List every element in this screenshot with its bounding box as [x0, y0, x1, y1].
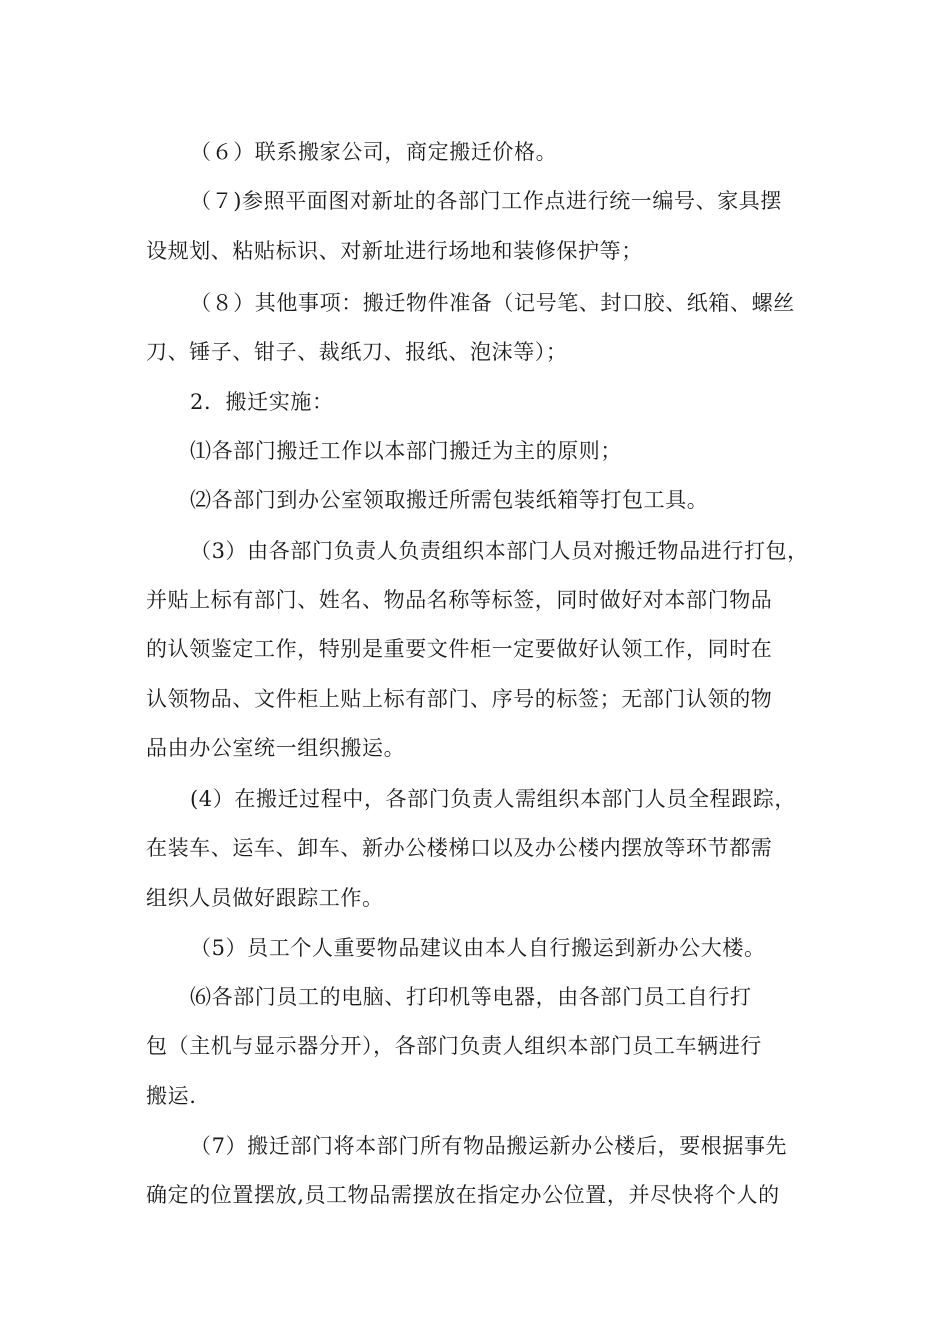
- text-line-item6-continued: 包（主机与显示器分开），各部门负责人组织本部门员工车辆进行: [146, 1034, 762, 1058]
- text-line-item7-continued: 确定的位置摆放,员工物品需摆放在指定办公位置，并尽快将个人的: [146, 1183, 780, 1207]
- text-line-item3-office-handling: 品由办公室统一组织搬运。: [146, 736, 406, 760]
- text-line-item3-packing: （3）由各部门负责人负责组织本部门人员对搬迁物品进行打包，: [190, 539, 809, 563]
- text-line-item2-packing-tools: ⑵各部门到办公室领取搬迁所需包装纸箱等打包工具。: [190, 488, 709, 512]
- section-heading-relocation-implementation: 2．搬迁实施：: [190, 390, 334, 414]
- text-line-step8-continued: 刀、锤子、钳子、裁纸刀、报纸、泡沫等）；: [146, 340, 568, 364]
- text-line-item4-continued: 组织人员做好跟踪工作。: [146, 886, 384, 910]
- text-line-item3-cabinets: 认领物品、文件柜上贴上标有部门、序号的标签；无部门认领的物: [146, 687, 773, 711]
- text-line-item4-stages: 在装车、运车、卸车、新办公楼梯口以及办公楼内摆放等环节都需: [146, 836, 773, 860]
- text-line-item3-labels: 并贴上标有部门、姓名、物品名称等标签，同时做好对本部门物品: [146, 588, 773, 612]
- text-line-item6-end: 搬运.: [146, 1084, 197, 1108]
- text-line-step7-continued: 设规划、粘贴标识、对新址进行场地和装修保护等；: [146, 239, 643, 263]
- text-line-item4-tracking: (4）在搬迁过程中，各部门负责人需组织本部门人员全程跟踪，: [190, 787, 796, 811]
- text-line-item5-personal-items: （5）员工个人重要物品建议由本人自行搬运到新办公大楼。: [190, 936, 766, 960]
- text-line-item3-claiming: 的认领鉴定工作，特别是重要文件柜一定要做好认领工作，同时在: [146, 637, 773, 661]
- text-line-item7-placement: （7）搬迁部门将本部门所有物品搬运新办公楼后，要根据事先: [190, 1134, 788, 1158]
- text-line-item6-electronics: ⑹各部门员工的电脑、打印机等电器，由各部门员工自行打: [190, 985, 752, 1009]
- text-line-step6-contact-mover: （６）联系搬家公司，商定搬迁价格。: [190, 140, 558, 164]
- text-line-item1-principle: ⑴各部门搬迁工作以本部门搬迁为主的原则；: [190, 439, 622, 463]
- text-line-step8-other-items: （８）其他事项：搬迁物件准备（记号笔、封口胶、纸箱、螺丝: [190, 291, 795, 315]
- text-line-step7-numbering: （７)参照平面图对新址的各部门工作点进行统一编号、家具摆: [190, 189, 782, 213]
